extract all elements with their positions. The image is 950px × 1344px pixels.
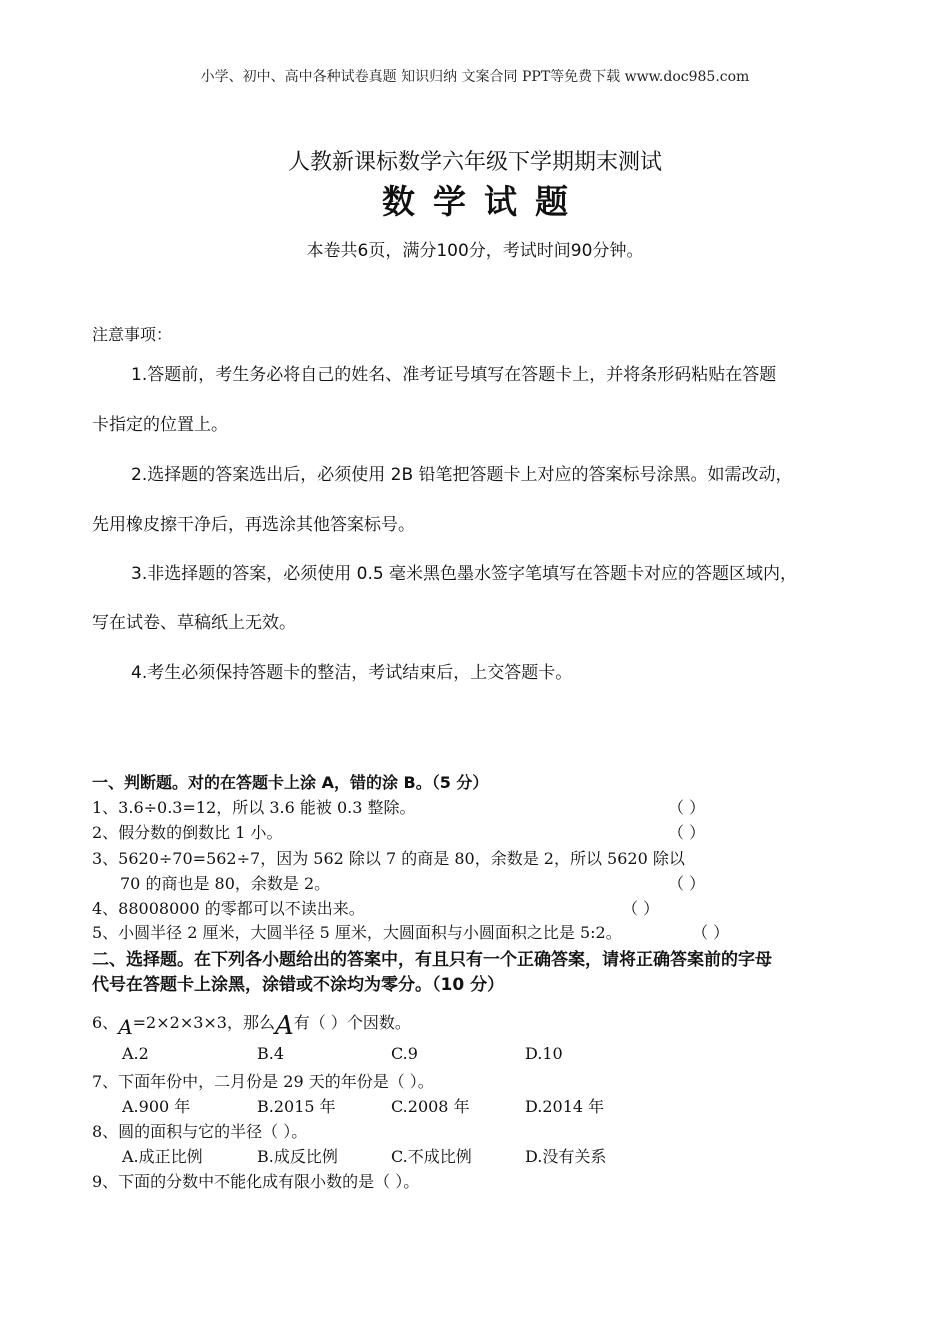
- question-1: 1、3.6÷0.3=12，所以 3.6 能被 0.3 整除。: [92, 798, 416, 817]
- q6-option-d: D.10: [525, 1044, 563, 1063]
- q8-option-d: D.没有关系: [525, 1147, 607, 1166]
- question-6: [92, 1005, 411, 1041]
- notice-item-4: 4.考生必须保持答题卡的整洁，考试结束后，上交答题卡。: [131, 663, 573, 683]
- exam-info: 本卷共6页，满分100分，考试时间90分钟。: [306, 241, 644, 261]
- q6-option-a: A.2: [122, 1044, 149, 1063]
- question-8: 8、圆的面积与它的半径（ ）。: [92, 1122, 308, 1141]
- question-7: 7、下面年份中，二月份是 29 天的年份是（ ）。: [92, 1072, 434, 1091]
- q7-option-b: B.2015 年: [257, 1097, 336, 1116]
- answer-paren-1: （ ）: [668, 798, 706, 817]
- question-3: 3、5620÷70=562÷7，因为 562 除以 7 的商是 80，余数是 2，所以 5620 除以: [92, 849, 685, 868]
- section1-heading: 一、判断题。对的在答题卡上涂 A，错的涂 B。（5 分）: [92, 773, 489, 792]
- question-2: 2、假分数的倒数比 1 小。: [92, 823, 283, 842]
- q7-option-c: C.2008 年: [391, 1097, 470, 1116]
- answer-paren-5: （ ）: [692, 923, 730, 942]
- question-6-mid: =2×2×3×3，那么: [132, 1013, 275, 1032]
- question-6-prefix: 6、: [92, 1013, 119, 1032]
- variable-a-small: A: [118, 1015, 133, 1039]
- watermark-header: 小学、初中、高中各种试卷真题 知识归纳 文案合同 PPT等免费下载 www.doc985.com: [200, 69, 750, 85]
- question-5: 5、小圆半径 2 厘米，大圆半径 5 厘米，大圆面积与小圆面积之比是 5:2。: [92, 923, 622, 942]
- notice-item-2-cont: 先用橡皮擦干净后，再选涂其他答案标号。: [92, 515, 415, 535]
- question-6-suffix: 有（ ）个因数。: [293, 1013, 411, 1032]
- variable-a: A: [275, 1011, 294, 1041]
- answer-paren-4: （ ）: [622, 899, 660, 918]
- exam-title: 数学试题: [382, 182, 586, 221]
- section2-heading-line2: 代号在答题卡上涂黑，涂错或不涂均为零分。（10 分）: [92, 975, 505, 995]
- notice-item-3-cont: 写在试卷、草稿纸上无效。: [92, 613, 296, 633]
- q8-option-c: C.不成比例: [391, 1147, 472, 1166]
- exam-subtitle: 人教新课标数学六年级下学期期末测试: [287, 150, 662, 175]
- notice-item-1: 1.答题前，考生务必将自己的姓名、准考证号填写在答题卡上，并将条形码粘贴在答题: [131, 365, 777, 385]
- answer-paren-2: （ ）: [668, 823, 706, 842]
- question-9: 9、下面的分数中不能化成有限小数的是（ ）。: [92, 1172, 420, 1191]
- q7-option-a: A.900 年: [122, 1097, 191, 1116]
- question-3-cont: 70 的商也是 80，余数是 2。: [120, 874, 331, 893]
- q6-option-b: B.4: [257, 1044, 285, 1063]
- q8-option-a: A.成正比例: [122, 1147, 203, 1166]
- q8-option-b: B.成反比例: [257, 1147, 338, 1166]
- question-4: 4、88008000 的零都可以不读出来。: [92, 899, 365, 918]
- notice-item-2: 2.选择题的答案选出后，必须使用 2B 铅笔把答题卡上对应的答案标号涂黑。如需改动，: [131, 465, 793, 485]
- q6-option-c: C.9: [391, 1044, 418, 1063]
- notice-heading: 注意事项：: [92, 325, 173, 344]
- q7-option-d: D.2014 年: [525, 1097, 605, 1116]
- section2-heading-line1: 二、选择题。在下列各小题给出的答案中，有且只有一个正确答案，请将正确答案前的字母: [92, 950, 772, 970]
- notice-item-3: 3.非选择题的答案，必须使用 0.5 毫米黑色墨水签字笔填写在答题卡对应的答题区域内，: [131, 564, 798, 584]
- answer-paren-3: （ ）: [668, 874, 706, 893]
- notice-item-1-cont: 卡指定的位置上。: [92, 415, 228, 435]
